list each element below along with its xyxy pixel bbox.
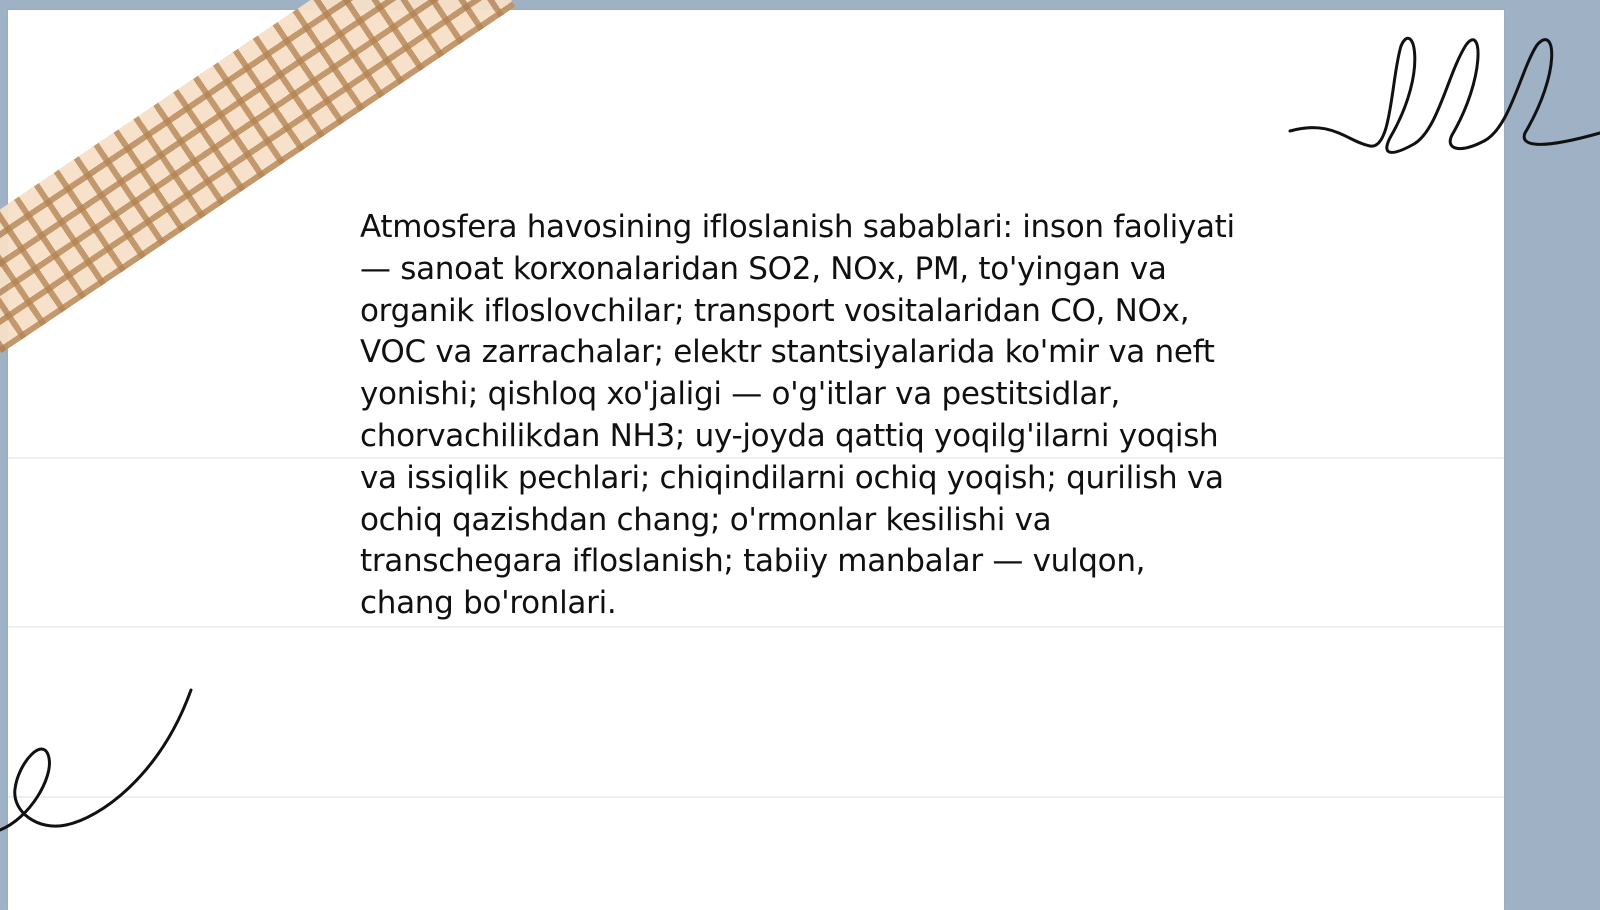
ruled-line: [8, 796, 1504, 798]
ruled-line: [8, 626, 1504, 628]
loop-swirl-icon: [1290, 30, 1600, 170]
check-swirl-icon: [0, 690, 200, 860]
slide-body-text: Atmosfera havosining ifloslanish sabablari: inson faoliyati — sanoat korxonalaridan SO2, NOx, PM, to'yingan va organik ifloslovchilar; transport vositalaridan CO, NOx, VOC va zarrachalar; elektr stantsiyalarida ko'mir va neft yonishi; qishloq xo'jaligi — o'g'itlar va pestitsidlar, chorvachilikdan NH3; uy-joyda qattiq yoqilg'ilarni yoqish va issiqlik pechlari; chiqindilarni ochiq yoqish; qurilish va ochiq qazishdan chang; o'rmonlar kesilishi va transchegara ifloslanish; tabiiy manbalar — vulqon, chang bo'ronlari.: [360, 209, 1235, 622]
